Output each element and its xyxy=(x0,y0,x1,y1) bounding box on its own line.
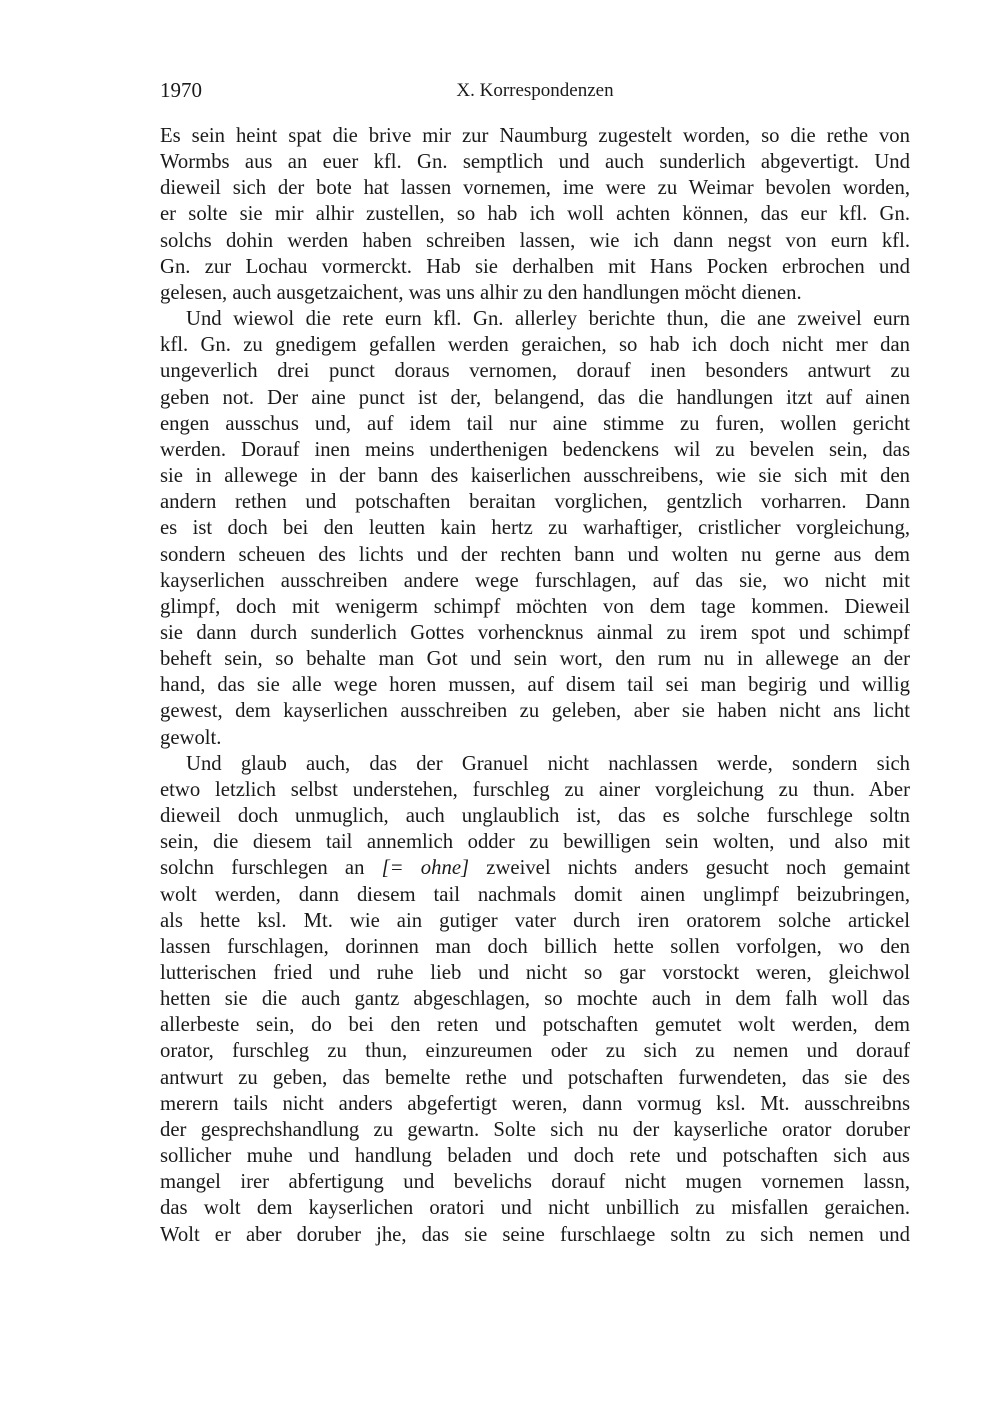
text-line: gewest, dem kayserlichen ausschreiben zu geleben, aber sie haben nicht ans licht xyxy=(160,700,910,723)
text-line: wolt werden, dann diesem tail nachmals domit ainen unglimpf beizubringen, xyxy=(160,883,910,906)
text-line: werden. Dorauf inen meins underthenigen bedenckens wil zu bevelen sein, das xyxy=(160,438,910,461)
text-line: Und glaub auch, das der Granuel nicht nachlassen werde, sondern sich xyxy=(186,752,910,775)
text-line: Und wiewol die rete eurn kfl. Gn. allerley berichte thun, die ane zweivel eurn xyxy=(186,308,910,331)
paragraph xyxy=(160,306,910,751)
text-line: gewolt. xyxy=(160,726,222,749)
paragraph xyxy=(160,123,910,306)
text-line: etwo letzlich selbst understehen, furschleg zu ainer vorgleichung zu thun. Aber xyxy=(160,778,910,801)
page-number: 1970 xyxy=(160,78,202,102)
text-line: als hette ksl. Mt. wie ain gutiger vater durch iren oratorem solche artickel xyxy=(160,909,910,932)
running-head xyxy=(160,78,910,110)
text-line: das wolt dem kayserlichen oratori und nicht unbillich zu misfallen geraichen. xyxy=(160,1197,910,1220)
text-line: ungeverlich drei punct doraus vernomen, dorauf inen besonders antwurt zu xyxy=(160,360,910,383)
text-line: sondern scheuen des lichts und der rechten bann und wolten nu gerne aus dem xyxy=(160,543,910,566)
text-line: er solte sie mir alhir zustellen, so hab ich woll achten können, das eur kfl. Gn. xyxy=(160,203,910,226)
text-line: Gn. zur Lochau vormerckt. Hab sie derhalben mit Hans Pocken erbrochen und xyxy=(160,255,910,278)
text-line: gelesen, auch ausgetzaichent, was uns alhir zu den handlungen möcht dienen. xyxy=(160,281,802,304)
text-line: solchn furschlegen an [= ohne] zweivel nichts anders gesucht noch gemaint xyxy=(160,857,910,880)
text-line: Wolt er aber doruber jhe, das sie seine furschlaege soltn zu sich nemen und xyxy=(160,1223,910,1246)
text-line: Es sein heint spat die brive mir zur Naumburg zugestelt worden, so die rethe von xyxy=(160,125,910,147)
body-text xyxy=(160,123,910,1248)
paragraph xyxy=(160,751,910,1248)
text-line: andern rethen und potschaften beraitan vorglichen, gentzlich vorharren. Dann xyxy=(160,491,910,514)
text-line: sie in allewege in der bann des kaiserlichen ausschreibens, wie sie sich mit den xyxy=(160,465,910,488)
text-line: allerbeste sein, do bei den reten und potschaften gemutet wolt werden, dem xyxy=(160,1014,910,1037)
text-line: mangel irer abfertigung und bevelichs dorauf nicht mugen vornemen lassn, xyxy=(160,1171,910,1194)
editorial-note: [= ohne] xyxy=(381,857,470,880)
text-line: glimpf, doch mit wenigerm schimpf möchten von dem tage kommen. Dieweil xyxy=(160,595,910,618)
document-page xyxy=(160,78,910,1248)
text-line: sein, die diesem tail annemlich odder zu bewilligen sein wolten, und also mit xyxy=(160,831,910,854)
text-line: sie dann durch sunderlich Gottes vorhencknus ainmal zu irem spot und schimpf xyxy=(160,621,910,644)
text-line: merern tails nicht anders abgefertigt weren, dann vormug ksl. Mt. ausschreibns xyxy=(160,1092,910,1115)
running-title: X. Korrespondenzen xyxy=(456,80,614,101)
text-line: der gesprechshandlung zu gewartn. Solte sich nu der kayserliche orator doruber xyxy=(160,1118,910,1141)
text-line: geben not. Der aine punct ist der, belangend, das die handlungen itzt auf ainen xyxy=(160,386,910,409)
text-line: sollicher muhe und handlung beladen und doch rete und potschaften sich aus xyxy=(160,1145,910,1168)
text-line: engen ausschus und, auf idem tail nur aine stimme zu furen, wollen gericht xyxy=(160,412,910,435)
text-line: dieweil doch unmuglich, auch unglaublich ist, das es solche furschlege soltn xyxy=(160,805,910,828)
text-line: Wormbs aus an euer kfl. Gn. semptlich und auch sunderlich abgevertigt. Und xyxy=(160,151,910,174)
text-line: hetten sie die auch gantz abgeschlagen, so mochte auch in dem falh woll das xyxy=(160,988,910,1011)
text-line: hand, das sie alle wege horen mussen, auf disem tail sei man begirig und willig xyxy=(160,674,910,697)
text-line: solchs dohin werden haben schreiben lassen, wie ich dann negst von eurn kfl. xyxy=(160,229,910,252)
text-line: kayserlichen ausschreiben andere wege furschlagen, auf das sie, wo nicht mit xyxy=(160,569,910,592)
text-line: es ist doch bei den leutten kain hertz zu warhaftiger, cristlicher vorgleichung, xyxy=(160,517,910,540)
text-line: dieweil sich der bote hat lassen vornemen, ime were zu Weimar bevolen worden, xyxy=(160,177,910,200)
text-line: antwurt zu geben, das bemelte rethe und potschaften furwendeten, das sie des xyxy=(160,1066,910,1089)
text-line: lassen furschlagen, dorinnen man doch billich hette sollen vorfolgen, wo den xyxy=(160,935,910,958)
text-line: beheft sein, so behalte man Got und sein wort, den rum nu in allewege an der xyxy=(160,648,910,671)
text-line: lutterischen fried und ruhe lieb und nicht so gar vorstockt weren, gleichwol xyxy=(160,962,910,984)
text-line: kfl. Gn. zu gnedigem gefallen werden geraichen, so hab ich doch nicht mer dan xyxy=(160,334,910,357)
text-line: orator, furschleg zu thun, einzureumen oder zu sich zu nemen und dorauf xyxy=(160,1040,910,1063)
